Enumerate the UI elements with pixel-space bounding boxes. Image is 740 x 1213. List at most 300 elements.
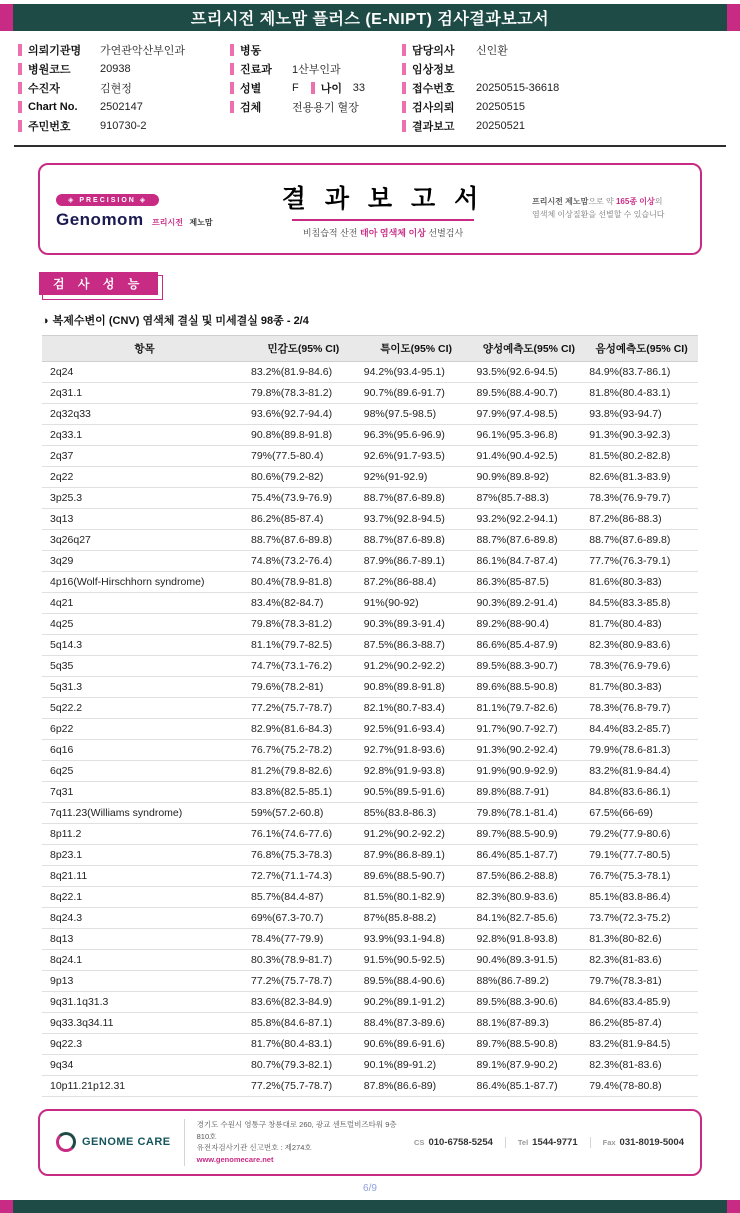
cell-value: 81.1%(79.7-82.5) <box>247 635 360 656</box>
cell-item: 8q24.3 <box>42 908 247 929</box>
cell-value: 91%(90-92) <box>360 593 473 614</box>
header-npv: 음성예측도(95% CI) <box>585 336 698 362</box>
cell-value: 81.5%(80.2-82.8) <box>585 446 698 467</box>
cell-value: 90.5%(89.5-91.6) <box>360 782 473 803</box>
cell-value: 80.7%(79.3-82.1) <box>247 1055 360 1076</box>
info-row <box>402 78 722 97</box>
cell-value: 86.1%(84.7-87.4) <box>473 551 586 572</box>
table-row <box>42 1013 698 1034</box>
header-sensitivity: 민감도(95% CI) <box>247 336 360 362</box>
table-header-row <box>42 336 698 362</box>
footer-address <box>184 1119 401 1166</box>
table-row <box>42 971 698 992</box>
cell-value: 90.6%(89.6-91.6) <box>360 1034 473 1055</box>
cell-value: 87.5%(86.2-88.8) <box>473 866 586 887</box>
table-row <box>42 1055 698 1076</box>
cell-value: 92.8%(91.8-93.8) <box>473 929 586 950</box>
cell-value: 92.6%(91.7-93.5) <box>360 446 473 467</box>
table-row <box>42 383 698 404</box>
cell-value: 83.8%(82.5-85.1) <box>247 782 360 803</box>
cell-value: 74.7%(73.1-76.2) <box>247 656 360 677</box>
table-row <box>42 950 698 971</box>
cell-value: 82.6%(81.3-83.9) <box>585 467 698 488</box>
banner-note-line2: 염색체 이상질환을 선별할 수 있습니다 <box>532 210 665 219</box>
logo-sub-genomom: 제노맘 <box>189 217 213 227</box>
cell-value: 84.1%(82.7-85.6) <box>473 908 586 929</box>
header-ppv: 양성예측도(95% CI) <box>473 336 586 362</box>
cell-value: 78.3%(76.8-79.7) <box>585 698 698 719</box>
cell-value: 76.7%(75.3-78.1) <box>585 866 698 887</box>
table-row <box>42 614 698 635</box>
cell-value: 81.3%(80-82.6) <box>585 929 698 950</box>
cell-value: 89.5%(88.3-90.7) <box>473 656 586 677</box>
cell-value: 79.8%(78.3-81.2) <box>247 383 360 404</box>
info-value: F <box>292 81 299 94</box>
cell-value: 83.2%(81.9-84.5) <box>585 1034 698 1055</box>
cell-value: 79.8%(78.1-81.4) <box>473 803 586 824</box>
contact-label: CS <box>414 1137 425 1147</box>
subtitle-prefix: 비침습적 산전 <box>302 228 360 238</box>
cell-value: 86.2%(85-87.4) <box>247 509 360 530</box>
label-marker <box>402 82 406 94</box>
cell-value: 93.5%(92.6-94.5) <box>473 362 586 383</box>
cell-value: 82.3%(81-83.6) <box>585 950 698 971</box>
label-marker <box>402 120 406 132</box>
table-row <box>42 824 698 845</box>
cell-value: 82.9%(81.6-84.3) <box>247 719 360 740</box>
table-row <box>42 698 698 719</box>
cell-value: 90.3%(89.3-91.4) <box>360 614 473 635</box>
table-row <box>42 887 698 908</box>
cell-value: 81.8%(80.4-83.1) <box>585 383 698 404</box>
cell-value: 93.6%(92.7-94.4) <box>247 404 360 425</box>
cell-value: 86.2%(85-87.4) <box>585 1013 698 1034</box>
info-row <box>18 78 230 97</box>
table-row <box>42 446 698 467</box>
cell-value: 91.3%(90.2-92.4) <box>473 740 586 761</box>
footer-address-line2: 유전자검사기관 신고번호 : 제274호 <box>196 1143 312 1153</box>
cell-value: 90.7%(89.6-91.7) <box>360 383 473 404</box>
footer-address-line1: 경기도 수원시 영통구 창룡대로 260, 광교 센트럴비즈타워 9층 810호 <box>196 1120 397 1141</box>
cell-value: 85%(83.8-86.3) <box>360 803 473 824</box>
table-row <box>42 782 698 803</box>
table-row <box>42 656 698 677</box>
cell-value: 79.1%(77.7-80.5) <box>585 845 698 866</box>
footer-contacts <box>414 1137 684 1148</box>
table-row <box>42 404 698 425</box>
table-row <box>42 362 698 383</box>
cell-value: 83.2%(81.9-84.4) <box>585 761 698 782</box>
info-label: 진료과 <box>240 63 272 76</box>
note-brand: 프리시전 제노맘 <box>532 197 589 207</box>
cell-value: 81.7%(80.4-83) <box>585 614 698 635</box>
bottom-bar <box>0 1200 740 1213</box>
cell-value: 87.5%(86.3-88.7) <box>360 635 473 656</box>
info-value: 1산부인과 <box>292 63 341 76</box>
table-row <box>42 866 698 887</box>
info-label: 주민번호 <box>28 120 71 133</box>
half-circle-icon: ◑ <box>42 315 49 327</box>
cell-item: 10p11.21p12.31 <box>42 1076 247 1097</box>
info-row <box>230 59 402 78</box>
cell-value: 90.9%(89.8-92) <box>473 467 586 488</box>
cell-value: 94.2%(93.4-95.1) <box>360 362 473 383</box>
label-marker <box>18 44 22 56</box>
contact-label: Fax <box>602 1137 616 1147</box>
label-marker <box>230 44 234 56</box>
cell-value: 89.7%(88.5-90.8) <box>473 1034 586 1055</box>
cell-value: 88.7%(87.6-89.8) <box>473 530 586 551</box>
performance-table <box>42 335 698 1097</box>
contact-item <box>505 1137 578 1148</box>
cell-value: 86.4%(85.1-87.7) <box>473 1076 586 1097</box>
footer <box>38 1109 702 1176</box>
cell-value: 88.4%(87.3-89.6) <box>360 1013 473 1034</box>
info-value: 20250521 <box>476 119 525 132</box>
section-title: 검 사 성 능 <box>39 272 158 295</box>
cell-value: 90.8%(89.8-91.8) <box>360 677 473 698</box>
cell-item: 5q31.3 <box>42 677 247 698</box>
result-banner <box>38 163 702 255</box>
cell-value: 67.5%(66-69) <box>585 803 698 824</box>
info-label: 나이 <box>320 82 342 95</box>
info-row <box>230 78 402 97</box>
cell-item: 3q29 <box>42 551 247 572</box>
cell-value: 59%(57.2-60.8) <box>247 803 360 824</box>
cell-value: 96.3%(95.6-96.9) <box>360 425 473 446</box>
bottom-bar-left-accent <box>0 1200 13 1213</box>
cell-value: 89.2%(88-90.4) <box>473 614 586 635</box>
cell-value: 85.1%(83.8-86.4) <box>585 887 698 908</box>
cell-value: 78.3%(76.9-79.6) <box>585 656 698 677</box>
info-label: 결과보고 <box>412 120 455 133</box>
cell-value: 89.5%(88.4-90.6) <box>360 971 473 992</box>
cell-value: 84.8%(83.6-86.1) <box>585 782 698 803</box>
patient-info-section <box>0 31 740 139</box>
banner-note <box>532 196 684 222</box>
cell-value: 84.5%(83.3-85.8) <box>585 593 698 614</box>
cell-value: 87.8%(86.6-89) <box>360 1076 473 1097</box>
cell-value: 87%(85.7-88.3) <box>473 488 586 509</box>
cell-value: 76.8%(75.3-78.3) <box>247 845 360 866</box>
cell-item: 5q22.2 <box>42 698 247 719</box>
table-row <box>42 929 698 950</box>
cell-item: 4q21 <box>42 593 247 614</box>
table-row <box>42 635 698 656</box>
cell-value: 79.4%(78-80.8) <box>585 1076 698 1097</box>
cell-item: 3q13 <box>42 509 247 530</box>
cell-value: 86.3%(85-87.5) <box>473 572 586 593</box>
cell-value: 90.4%(89.3-91.5) <box>473 950 586 971</box>
cell-value: 93.2%(92.2-94.1) <box>473 509 586 530</box>
info-label: 수진자 <box>28 82 60 95</box>
cell-value: 88.7%(87.6-89.8) <box>585 530 698 551</box>
contact-value: 010-6758-5254 <box>428 1136 493 1148</box>
cell-value: 77.2%(75.7-78.7) <box>247 1076 360 1097</box>
cell-value: 89.7%(88.5-90.9) <box>473 824 586 845</box>
header-item: 항목 <box>42 336 247 362</box>
page-number: 6/9 <box>363 1182 377 1194</box>
cell-value: 77.2%(75.7-78.7) <box>247 698 360 719</box>
cell-item: 8q24.1 <box>42 950 247 971</box>
cell-value: 87.9%(86.8-89.1) <box>360 845 473 866</box>
genomecare-logo <box>56 1132 171 1152</box>
banner-subtitle <box>244 226 522 239</box>
cell-item: 3p25.3 <box>42 488 247 509</box>
info-row <box>18 59 230 78</box>
contact-item <box>414 1137 493 1148</box>
table-row <box>42 992 698 1013</box>
bottom-bar-right-accent <box>727 1200 740 1213</box>
info-row <box>18 116 230 135</box>
cell-value: 81.6%(80.3-83) <box>585 572 698 593</box>
note-text-1: 으로 약 <box>588 197 616 207</box>
info-row <box>402 97 722 116</box>
info-value: 20938 <box>100 62 131 75</box>
cell-item: 6q16 <box>42 740 247 761</box>
info-label: 담당의사 <box>412 44 455 57</box>
cell-value: 76.1%(74.6-77.6) <box>247 824 360 845</box>
info-value: 20250515-36618 <box>476 81 560 94</box>
info-divider <box>14 145 726 147</box>
cell-value: 97.9%(97.4-98.5) <box>473 404 586 425</box>
cell-value: 80.6%(79.2-82) <box>247 467 360 488</box>
note-text-2: 의 <box>654 197 663 207</box>
info-value: 전용용기 혈장 <box>292 101 359 114</box>
label-marker <box>18 63 22 75</box>
info-row <box>402 59 722 78</box>
cell-value: 76.7%(75.2-78.2) <box>247 740 360 761</box>
cell-value: 91.3%(90.3-92.3) <box>585 425 698 446</box>
label-marker <box>230 63 234 75</box>
cell-value: 91.9%(90.9-92.9) <box>473 761 586 782</box>
table-row <box>42 593 698 614</box>
cell-value: 75.4%(73.9-76.9) <box>247 488 360 509</box>
cell-value: 91.4%(90.4-92.5) <box>473 446 586 467</box>
table-row <box>42 551 698 572</box>
banner-title: 결 과 보 고 서 <box>281 185 485 213</box>
cell-item: 7q31 <box>42 782 247 803</box>
info-row <box>18 40 230 59</box>
cell-item: 9q33.3q34.11 <box>42 1013 247 1034</box>
info-row <box>230 97 402 116</box>
cell-item: 8p23.1 <box>42 845 247 866</box>
cell-value: 88.7%(87.6-89.8) <box>247 530 360 551</box>
cell-value: 77.2%(75.7-78.7) <box>247 971 360 992</box>
cell-value: 89.6%(88.5-90.8) <box>473 677 586 698</box>
table-row <box>42 803 698 824</box>
header-specificity: 특이도(95% CI) <box>360 336 473 362</box>
cell-item: 3q26q27 <box>42 530 247 551</box>
table-row <box>42 1076 698 1097</box>
cell-value: 84.6%(83.4-85.9) <box>585 992 698 1013</box>
cell-value: 81.5%(80.1-82.9) <box>360 887 473 908</box>
cell-value: 79.2%(77.9-80.6) <box>585 824 698 845</box>
cell-value: 89.5%(88.4-90.7) <box>473 383 586 404</box>
table-row <box>42 467 698 488</box>
info-column-3 <box>402 40 722 135</box>
section-test-performance <box>42 275 740 300</box>
cell-value: 92.8%(91.9-93.8) <box>360 761 473 782</box>
contact-value: 1544-9771 <box>532 1136 578 1148</box>
cell-value: 83.2%(81.9-84.6) <box>247 362 360 383</box>
banner-underline <box>292 219 474 221</box>
cell-value: 73.7%(72.3-75.2) <box>585 908 698 929</box>
note-highlight: 165종 이상 <box>615 197 655 207</box>
label-marker <box>18 101 22 113</box>
cell-value: 91.2%(90.2-92.2) <box>360 656 473 677</box>
info-label: 성별 <box>240 82 262 95</box>
cell-value: 90.8%(89.8-91.8) <box>247 425 360 446</box>
cell-value: 92%(91-92.9) <box>360 467 473 488</box>
cell-value: 88.1%(87-89.3) <box>473 1013 586 1034</box>
cell-item: 2q33.1 <box>42 425 247 446</box>
genomecare-logo-icon <box>56 1132 76 1152</box>
cell-value: 88.7%(87.6-89.8) <box>360 488 473 509</box>
logo-text-genomom: Genomom <box>56 209 144 229</box>
logo-sub-precision: 프리시전 <box>152 217 183 227</box>
cell-item: 4q25 <box>42 614 247 635</box>
info-label: 병원코드 <box>28 63 71 76</box>
cell-item: 9q22.3 <box>42 1034 247 1055</box>
logo-line <box>56 210 234 230</box>
table-row <box>42 530 698 551</box>
banner-center <box>244 179 522 239</box>
cell-value: 88%(86.7-89.2) <box>473 971 586 992</box>
cell-item: 9q31.1q31.3 <box>42 992 247 1013</box>
cell-value: 79.6%(78.2-81) <box>247 677 360 698</box>
table-row <box>42 677 698 698</box>
cell-item: 4p16(Wolf-Hirschhorn syndrome) <box>42 572 247 593</box>
cell-value: 98%(97.5-98.5) <box>360 404 473 425</box>
table-note <box>42 312 698 328</box>
cell-item: 2q32q33 <box>42 404 247 425</box>
cell-item: 2q24 <box>42 362 247 383</box>
cell-value: 90.3%(89.2-91.4) <box>473 593 586 614</box>
cell-value: 86.4%(85.1-87.7) <box>473 845 586 866</box>
top-bar-left-accent <box>0 4 13 31</box>
cell-item: 8q21.11 <box>42 866 247 887</box>
info-row <box>18 97 230 116</box>
info-value: 910730-2 <box>100 119 147 132</box>
cell-value: 80.4%(78.9-81.8) <box>247 572 360 593</box>
cell-item: 9p13 <box>42 971 247 992</box>
table-note-text: 복제수변이 (CNV) 염색체 결실 및 미세결실 98종 - 2/4 <box>52 315 309 327</box>
cell-value: 87.2%(86-88.3) <box>585 509 698 530</box>
cell-value: 85.7%(84.4-87) <box>247 887 360 908</box>
cell-value: 79.9%(78.6-81.3) <box>585 740 698 761</box>
contact-item <box>590 1137 684 1148</box>
info-label: 임상정보 <box>412 63 455 76</box>
info-value: 20250515 <box>476 100 525 113</box>
cell-value: 83.6%(82.3-84.9) <box>247 992 360 1013</box>
info-label: Chart No. <box>28 100 78 113</box>
cell-value: 79.7%(78.3-81) <box>585 971 698 992</box>
cell-value: 81.7%(80.4-83.1) <box>247 1034 360 1055</box>
cell-item: 2q22 <box>42 467 247 488</box>
cell-item: 5q14.3 <box>42 635 247 656</box>
cell-value: 78.3%(76.9-79.7) <box>585 488 698 509</box>
info-value: 2502147 <box>100 100 143 113</box>
info-value: 가연관악산부인과 <box>100 44 186 57</box>
cell-value: 87%(85.8-88.2) <box>360 908 473 929</box>
subtitle-suffix: 선별검사 <box>425 228 464 238</box>
cell-item: 7q11.23(Williams syndrome) <box>42 803 247 824</box>
cell-item: 2q37 <box>42 446 247 467</box>
table-row <box>42 425 698 446</box>
cell-item: 8q22.1 <box>42 887 247 908</box>
cell-value: 78.4%(77-79.9) <box>247 929 360 950</box>
label-marker <box>18 120 22 132</box>
cell-value: 72.7%(71.1-74.3) <box>247 866 360 887</box>
cell-value: 69%(67.3-70.7) <box>247 908 360 929</box>
table-row <box>42 719 698 740</box>
info-row <box>230 40 402 59</box>
cell-value: 74.8%(73.2-76.4) <box>247 551 360 572</box>
cell-value: 81.2%(79.8-82.6) <box>247 761 360 782</box>
cell-value: 93.8%(93-94.7) <box>585 404 698 425</box>
cell-value: 80.3%(78.9-81.7) <box>247 950 360 971</box>
label-marker <box>402 63 406 75</box>
cell-value: 93.7%(92.8-94.5) <box>360 509 473 530</box>
cell-item: 6q25 <box>42 761 247 782</box>
cell-value: 85.8%(84.6-87.1) <box>247 1013 360 1034</box>
cell-value: 89.5%(88.3-90.6) <box>473 992 586 1013</box>
cell-value: 91.5%(90.5-92.5) <box>360 950 473 971</box>
table-row <box>42 845 698 866</box>
info-value: 김현정 <box>100 82 132 95</box>
cell-value: 79.8%(78.3-81.2) <box>247 614 360 635</box>
section-title-border <box>42 275 163 300</box>
table-row <box>42 488 698 509</box>
contact-label: Tel <box>517 1137 529 1147</box>
footer-website: www.genomecare.net <box>196 1154 274 1164</box>
cell-value: 77.7%(76.3-79.1) <box>585 551 698 572</box>
label-marker <box>402 44 406 56</box>
top-bar-right-accent <box>727 4 740 31</box>
cell-value: 90.2%(89.1-91.2) <box>360 992 473 1013</box>
cell-value: 92.7%(91.8-93.6) <box>360 740 473 761</box>
info-column-1 <box>18 40 230 135</box>
cell-value: 88.7%(87.6-89.8) <box>360 530 473 551</box>
report-title-area <box>13 4 727 31</box>
precision-badge: ◈ PRECISION ◈ <box>56 194 159 206</box>
info-row <box>402 40 722 59</box>
performance-table-body <box>42 362 698 1097</box>
cell-value: 91.7%(90.7-92.7) <box>473 719 586 740</box>
cell-value: 90.1%(89-91.2) <box>360 1055 473 1076</box>
label-marker <box>230 101 234 113</box>
cell-value: 89.1%(87.9-90.2) <box>473 1055 586 1076</box>
table-row <box>42 740 698 761</box>
info-label: 병동 <box>240 44 262 57</box>
contact-value: 031-8019-5004 <box>619 1136 684 1148</box>
cell-value: 82.3%(80.9-83.6) <box>585 635 698 656</box>
cell-value: 83.4%(82-84.7) <box>247 593 360 614</box>
info-value: 33 <box>352 81 365 94</box>
banner-note-line1 <box>532 196 684 209</box>
label-marker <box>311 82 315 94</box>
info-label: 의뢰기관명 <box>28 44 82 57</box>
cell-value: 89.8%(88.7-91) <box>473 782 586 803</box>
info-label: 접수번호 <box>412 82 455 95</box>
info-value: 신인환 <box>476 44 508 57</box>
info-label: 검사의뢰 <box>412 101 455 114</box>
bottom-bar-middle <box>13 1200 727 1213</box>
cell-item: 8p11.2 <box>42 824 247 845</box>
cell-value: 93.9%(93.1-94.8) <box>360 929 473 950</box>
cell-value: 86.6%(85.4-87.9) <box>473 635 586 656</box>
